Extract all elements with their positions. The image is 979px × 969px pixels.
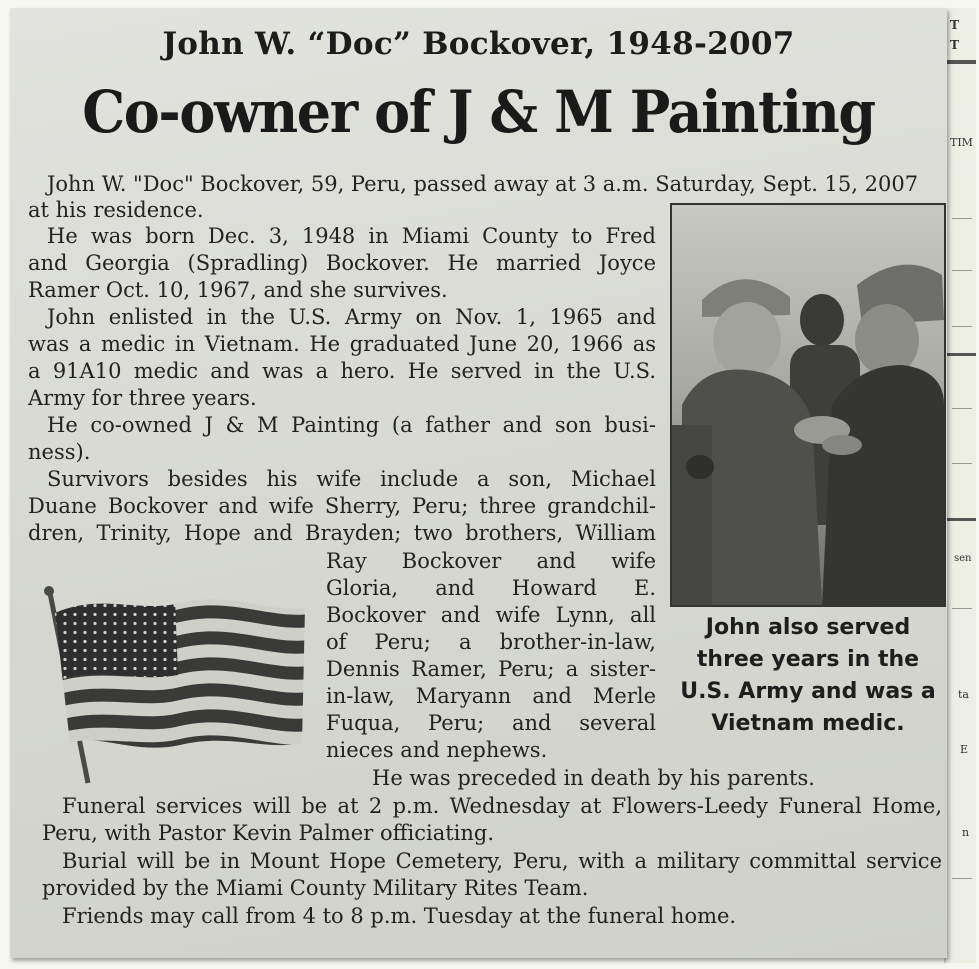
body-line: Friends may call from 4 to 8 p.m. Tuesday at the funeral home. — [62, 904, 737, 928]
adjacent-fragment: n — [962, 826, 970, 839]
adjacent-fragment: TIM — [950, 136, 973, 149]
body-line: in-law, Maryann and Merle — [326, 684, 656, 708]
adjacent-clipping — [944, 8, 976, 963]
adjacent-fragment: T — [950, 38, 959, 52]
adjacent-line — [952, 326, 972, 327]
body-line: ness). — [28, 440, 91, 464]
body-line: Dennis Ramer, Peru; a sister- — [326, 657, 656, 681]
adjacent-fragment: sen — [954, 553, 972, 564]
soldiers-photo-drawing — [672, 205, 944, 605]
body-line: provided by the Miami County Military Rites Team. — [42, 876, 589, 900]
adjacent-fragment: T — [950, 18, 959, 32]
body-line: Fuqua, Peru; and several — [326, 711, 656, 735]
body-line: He was born Dec. 3, 1948 in Miami County to Fred — [47, 224, 656, 248]
body-line: Ramer Oct. 10, 1967, and she survives. — [28, 278, 448, 302]
body-line: Ray Bockover and wife — [326, 549, 656, 573]
body-line: He co-owned J & M Painting (a father and son busi- — [47, 413, 656, 437]
body-line: a 91A10 medic and was a hero. He served in the U.S. — [28, 359, 656, 383]
body-line: Funeral services will be at 2 p.m. Wednesday at Flowers-Leedy Funeral Home, — [62, 794, 942, 818]
body-line: was a medic in Vietnam. He graduated June 20, 1966 as — [28, 332, 656, 356]
adjacent-fragment: E — [960, 743, 969, 756]
adjacent-line — [952, 408, 972, 409]
body-line: John W. "Doc" Bockover, 59, Peru, passed away at 3 a.m. Saturday, Sept. 15, 2007 — [47, 172, 919, 196]
photo-caption: John also served three years in the U.S. Army and was a Vietnam medic. — [680, 615, 936, 736]
body-line: Duane Bockover and wife Sherry, Peru; three grandchil- — [28, 494, 656, 518]
body-line: Gloria, and Howard E. — [326, 576, 656, 600]
body-line: at his residence. — [28, 198, 204, 222]
body-line: Bockover and wife Lynn, all — [326, 603, 656, 627]
adjacent-line — [952, 878, 972, 879]
adjacent-line — [952, 608, 972, 609]
american-flag-illustration — [40, 583, 310, 788]
body-line: Survivors besides his wife include a son, Michael — [47, 467, 656, 491]
adjacent-line — [952, 218, 972, 219]
body-line: dren, Trinity, Hope and Brayden; two brothers, William — [28, 521, 656, 545]
adjacent-line — [952, 270, 972, 271]
body-line: and Georgia (Spradling) Bockover. He married Joyce — [28, 251, 656, 275]
adjacent-rule — [946, 353, 976, 356]
adjacent-rule — [946, 518, 976, 521]
body-line: Peru, with Pastor Kevin Palmer officiating. — [42, 821, 495, 845]
body-line: He was preceded in death by his parents. — [372, 766, 815, 790]
body-line: of Peru; a brother-in-law, — [326, 630, 656, 654]
body-line: Army for three years. — [28, 386, 257, 410]
soldiers-photo — [670, 203, 946, 607]
obituary-headline: Co-owner of J & M Painting — [82, 78, 875, 146]
body-line: Burial will be in Mount Hope Cemetery, Peru, with a military committal service — [62, 849, 942, 873]
obituary-kicker: John W. “Doc” Bockover, 1948-2007 — [162, 26, 795, 62]
adjacent-rule — [946, 60, 976, 64]
obituary-clipping — [10, 8, 947, 958]
adjacent-fragment: ta — [958, 688, 969, 701]
body-line: John enlisted in the U.S. Army on Nov. 1, 1965 and — [47, 305, 656, 329]
body-line: nieces and nephews. — [326, 738, 548, 762]
adjacent-line — [952, 463, 972, 464]
